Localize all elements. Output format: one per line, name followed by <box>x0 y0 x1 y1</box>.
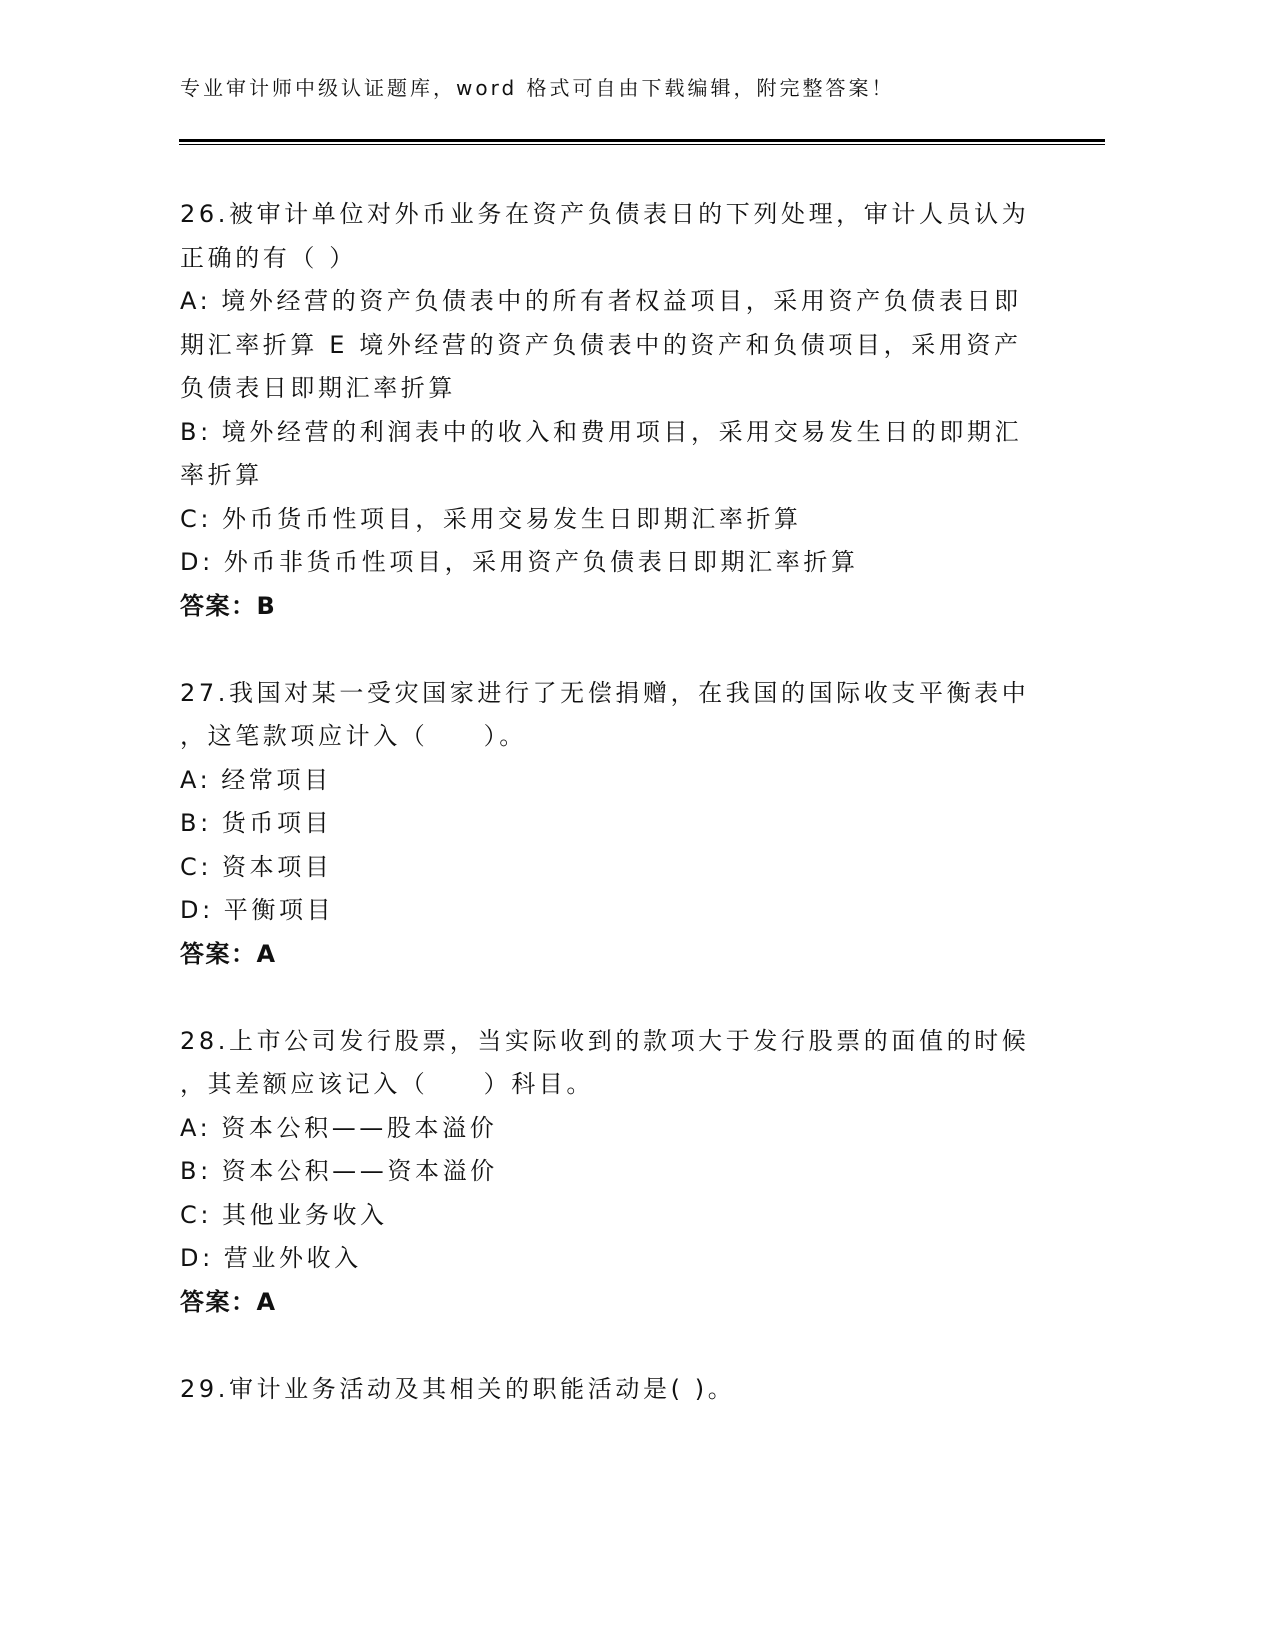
question-block <box>180 672 1180 977</box>
answer-line: 答案：B <box>180 591 277 620</box>
question-stem-line: 26.被审计单位对外币业务在资产负债表日的下列处理，审计人员认为 <box>180 200 1030 228</box>
question-block <box>180 193 1180 628</box>
option-a <box>180 280 1180 411</box>
option-label: B: <box>180 1157 212 1185</box>
option-text: 境外经营的利润表中的收入和费用项目，采用交易发生日的即期汇 <box>221 417 1023 446</box>
option-text: 资本公积——资本溢价 <box>221 1157 498 1185</box>
option-text: 平衡项目 <box>223 896 335 924</box>
option-label: B: <box>180 417 212 446</box>
option-text-line <box>180 1237 1180 1281</box>
option-label: A: <box>180 1113 212 1142</box>
option-text-line <box>180 759 1180 803</box>
question-stem-line: ，其差额应该记入（ ）科目。 <box>180 1070 594 1098</box>
option-d <box>180 541 1180 585</box>
option-label: C: <box>180 852 213 881</box>
option-a <box>180 1107 1180 1151</box>
option-text-line <box>180 1107 1180 1151</box>
option-text-line <box>180 498 1180 542</box>
option-b <box>180 802 1180 846</box>
option-label: A: <box>180 287 212 315</box>
answer-line: 答案：A <box>180 939 277 968</box>
option-label: A: <box>180 765 212 794</box>
option-a <box>180 759 1180 803</box>
page-header-title: 专业审计师中级认证题库，word 格式可自由下载编辑，附完整答案！ <box>180 76 895 100</box>
option-label: D: <box>180 896 214 924</box>
option-text-line <box>180 280 1180 324</box>
option-label: D: <box>180 548 214 576</box>
option-c <box>180 498 1180 542</box>
question-list <box>180 193 1180 1455</box>
option-text-line <box>180 541 1180 585</box>
header-divider <box>179 139 1105 145</box>
option-text: 营业外收入 <box>223 1244 362 1272</box>
option-label: C: <box>180 504 213 533</box>
option-text: 资本公积——股本溢价 <box>221 1113 498 1142</box>
option-label: D: <box>180 1244 214 1272</box>
option-d <box>180 889 1180 933</box>
option-text-line: 负债表日即期汇率折算 <box>180 374 456 402</box>
answer-line: 答案：A <box>180 1287 277 1316</box>
question-block <box>180 1368 1180 1412</box>
option-label: B: <box>180 809 212 837</box>
option-text: 其他业务收入 <box>222 1200 388 1229</box>
option-text-line <box>180 802 1180 846</box>
question-stem-line: 正确的有（ ） <box>180 243 357 272</box>
option-text-line <box>180 1150 1180 1194</box>
question-stem-line: 28.上市公司发行股票，当实际收到的款项大于发行股票的面值的时候 <box>180 1026 1030 1055</box>
question-block <box>180 1020 1180 1325</box>
option-b <box>180 1150 1180 1194</box>
option-text-line <box>180 846 1180 890</box>
option-text: 货币项目 <box>221 809 333 837</box>
option-text-line <box>180 411 1180 455</box>
option-text-line <box>180 1194 1180 1238</box>
option-b <box>180 411 1180 498</box>
option-text: 经常项目 <box>221 765 332 794</box>
option-text: 外币非货币性项目，采用资产负债表日即期汇率折算 <box>223 548 859 576</box>
question-stem-line: 27.我国对某一受灾国家进行了无偿捐赠，在我国的国际收支平衡表中 <box>180 678 1030 707</box>
option-text-line <box>180 889 1180 933</box>
option-text: 资本项目 <box>222 852 333 881</box>
option-c <box>180 846 1180 890</box>
option-c <box>180 1194 1180 1238</box>
option-label: C: <box>180 1200 213 1229</box>
option-text-line: 率折算 <box>180 461 263 489</box>
option-text-line: 期汇率折算 E 境外经营的资产负债表中的资产和负债项目，采用资产 <box>180 330 1022 359</box>
question-stem-line: ，这笔款项应计入（ ）。 <box>180 722 527 750</box>
option-d <box>180 1237 1180 1281</box>
option-text: 外币货币性项目，采用交易发生日即期汇率折算 <box>222 504 802 533</box>
question-stem-line: 29.审计业务活动及其相关的职能活动是( )。 <box>180 1374 736 1403</box>
option-text: 境外经营的资产负债表中的所有者权益项目，采用资产负债表日即 <box>221 287 1022 315</box>
